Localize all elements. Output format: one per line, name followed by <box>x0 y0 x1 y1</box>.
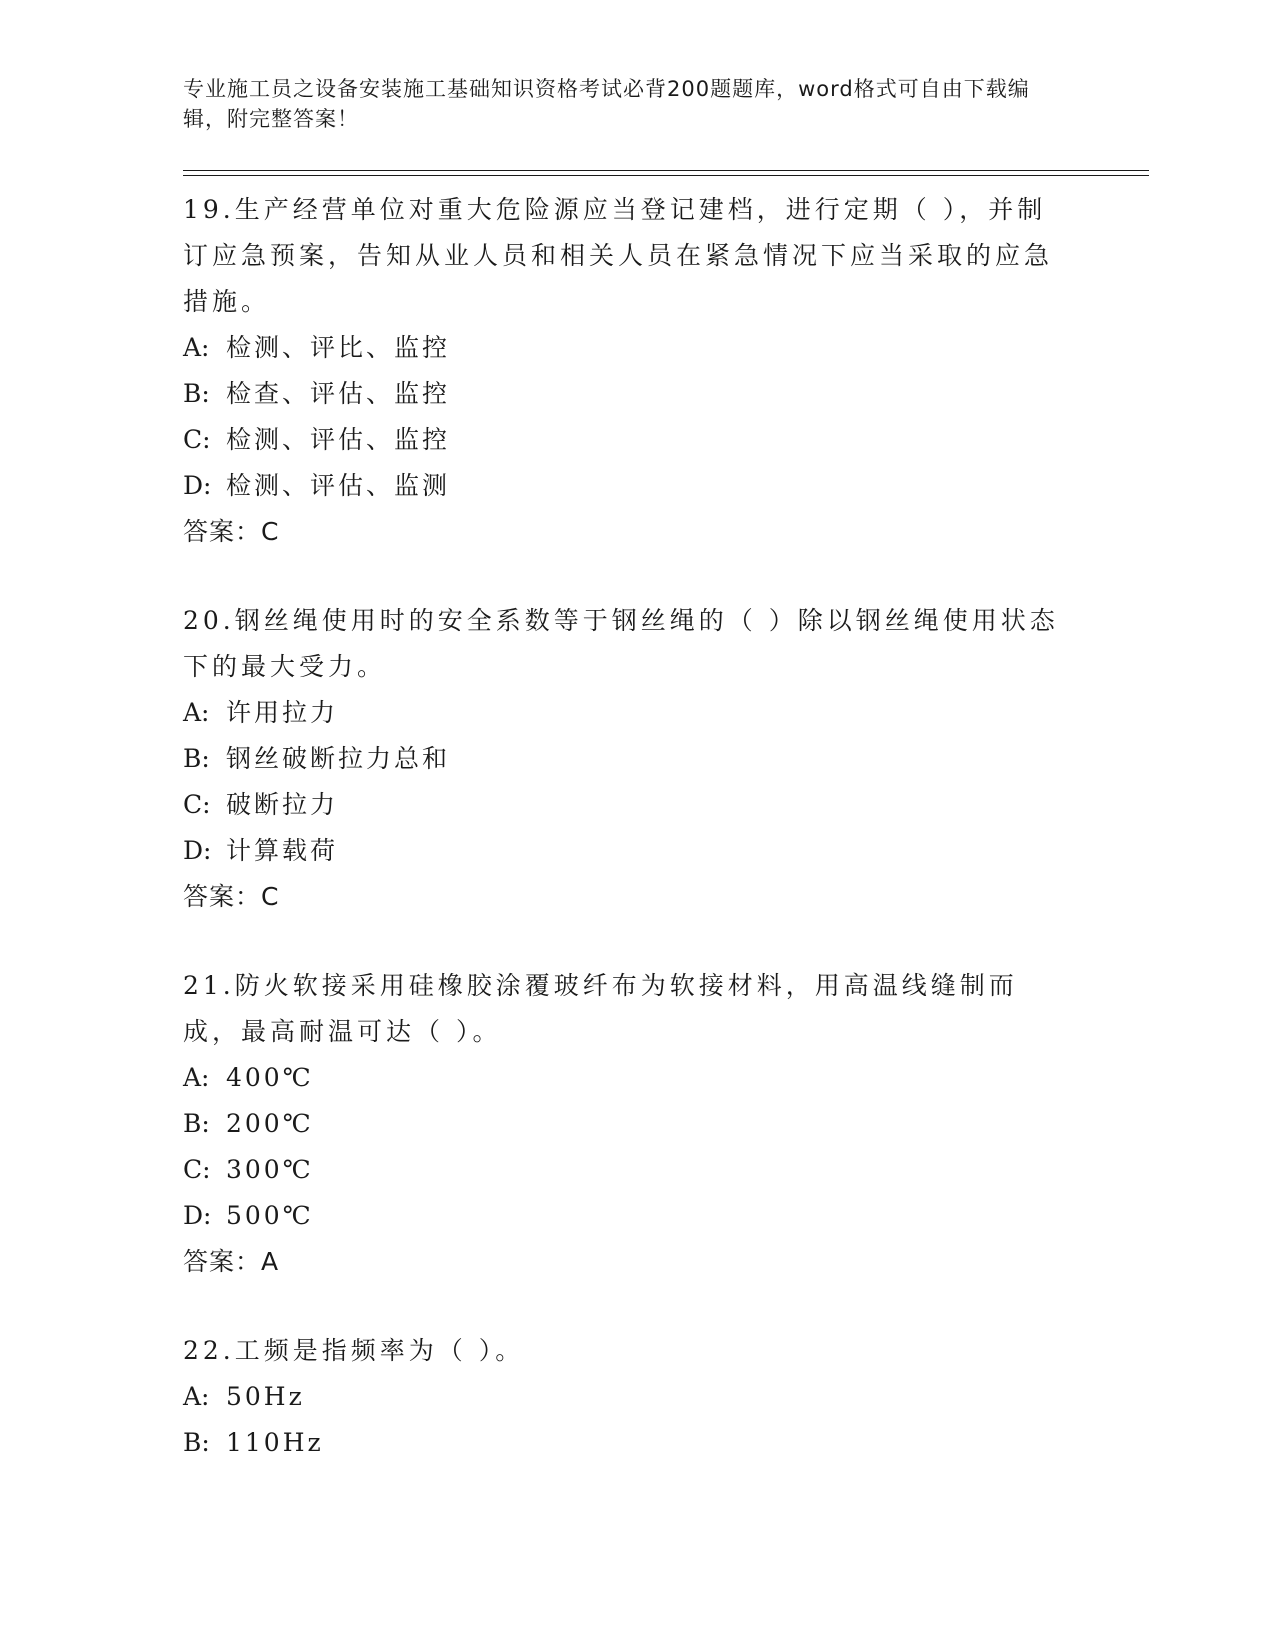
question-stem: 21.防火软接采用硅橡胶涂覆玻纤布为软接材料，用高温线缝制而成，最高耐温可达（ ）。 <box>183 971 1018 1046</box>
answer-line: 答案：A <box>183 1247 280 1276</box>
option-key: B: <box>183 379 210 408</box>
option-c <box>183 1147 1063 1193</box>
question-20 <box>183 598 1063 920</box>
option-key: C: <box>183 1155 211 1184</box>
option-key: C: <box>183 790 211 819</box>
option-key: D: <box>183 1201 212 1230</box>
question-stem: 22.工频是指频率为（ ）。 <box>183 1336 525 1365</box>
question-22 <box>183 1328 1063 1466</box>
option-key: A: <box>183 333 210 362</box>
option-key: D: <box>183 836 212 865</box>
option-c <box>183 782 1063 828</box>
option-b <box>183 1420 1063 1466</box>
option-text: 110Hz <box>226 1428 324 1457</box>
header-divider-top <box>183 170 1149 171</box>
option-text: 破断拉力 <box>226 790 339 819</box>
option-text: 检测、评估、监测 <box>226 471 451 500</box>
option-a <box>183 1055 1063 1101</box>
question-stem: 19.生产经营单位对重大危险源应当登记建档，进行定期（ ），并制订应急预案，告知从业人员和相关人员在紧急情况下应当采取的应急措施。 <box>183 195 1054 316</box>
option-d <box>183 463 1063 509</box>
option-d <box>183 1193 1063 1239</box>
option-key: B: <box>183 1109 210 1138</box>
option-b <box>183 371 1063 417</box>
option-text: 检查、评估、监控 <box>226 379 451 408</box>
option-text: 检测、评比、监控 <box>226 333 451 362</box>
option-text: 200℃ <box>226 1109 314 1138</box>
option-text: 许用拉力 <box>226 698 339 727</box>
option-text: 钢丝破断拉力总和 <box>226 744 451 773</box>
header-divider-bottom <box>183 175 1149 176</box>
answer-line: 答案：C <box>183 882 280 911</box>
question-19 <box>183 187 1063 555</box>
option-a <box>183 1374 1063 1420</box>
option-c <box>183 417 1063 463</box>
header-title: 专业施工员之设备安装施工基础知识资格考试必背200题题库，word格式可自由下载编辑，附完整答案！ <box>183 77 1030 131</box>
question-list <box>183 187 1063 1509</box>
option-key: A: <box>183 698 210 727</box>
option-key: B: <box>183 744 210 773</box>
option-key: D: <box>183 471 212 500</box>
option-b <box>183 1101 1063 1147</box>
option-key: C: <box>183 425 211 454</box>
option-text: 计算载荷 <box>226 836 339 865</box>
option-key: A: <box>183 1063 210 1092</box>
question-stem: 20.钢丝绳使用时的安全系数等于钢丝绳的（ ）除以钢丝绳使用状态下的最大受力。 <box>183 606 1059 681</box>
option-text: 50Hz <box>226 1382 305 1411</box>
option-key: A: <box>183 1382 210 1411</box>
option-key: B: <box>183 1428 210 1457</box>
answer-line: 答案：C <box>183 517 280 546</box>
option-text: 400℃ <box>226 1063 314 1092</box>
option-d <box>183 828 1063 874</box>
question-21 <box>183 963 1063 1285</box>
option-text: 300℃ <box>226 1155 314 1184</box>
option-a <box>183 690 1063 736</box>
option-a <box>183 325 1063 371</box>
option-b <box>183 736 1063 782</box>
document-header <box>183 74 1063 134</box>
option-text: 检测、评估、监控 <box>226 425 451 454</box>
option-text: 500℃ <box>226 1201 314 1230</box>
